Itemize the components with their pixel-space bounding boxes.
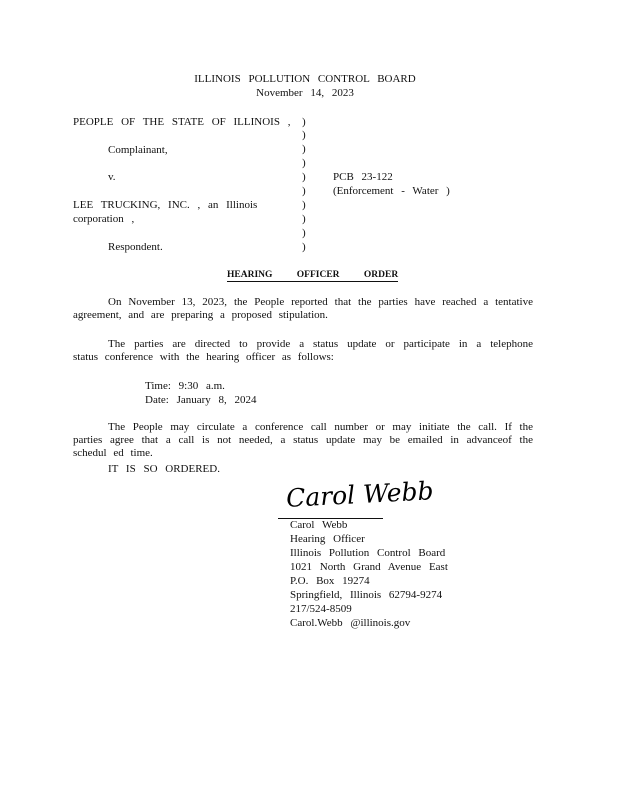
bracket-glyph: ) xyxy=(302,143,306,155)
conference-time: Time: 9:30 a.m. xyxy=(145,380,225,392)
paragraph-call: The People may circulate a conference call number or may initiate the call. If the parties agree that a call is not needed, a status update may be emailed in advanceof the schedul ed time. xyxy=(73,421,533,459)
signer-po-box: P.O. Box 19274 xyxy=(290,575,370,587)
complainant-name: PEOPLE OF THE STATE OF ILLINOIS , xyxy=(73,116,291,128)
signer-city: Springfield, Illinois 62794-9274 xyxy=(290,589,443,601)
order-date: November 14, 2023 xyxy=(256,87,354,99)
versus-label: v. xyxy=(108,171,116,183)
bracket-glyph: ) xyxy=(302,171,306,183)
bracket-glyph: ) xyxy=(302,199,306,211)
closing-line: IT IS SO ORDERED. xyxy=(108,463,220,475)
signer-phone: 217/524-8509 xyxy=(290,603,352,615)
signer-title: Hearing Officer xyxy=(290,533,365,545)
conference-date: Date: January 8, 2024 xyxy=(145,394,257,406)
agency-name: ILLINOIS POLLUTION CONTROL BOARD xyxy=(194,73,416,85)
case-number: PCB 23-122 xyxy=(333,171,393,183)
signature-text: Carol Webb xyxy=(285,476,435,513)
bracket-glyph: ) xyxy=(302,129,306,141)
order-title xyxy=(227,268,399,282)
signer-organization: Illinois Pollution Control Board xyxy=(290,547,446,559)
bracket-glyph: ) xyxy=(302,185,306,197)
complainant-role: Complainant, xyxy=(108,144,168,156)
respondent-name-line2: corporation , xyxy=(73,213,135,225)
respondent-name-line1: LEE TRUCKING, INC. , an Illinois xyxy=(73,199,258,211)
paragraph-directive: The parties are directed to provide a status update or participate in a telephone status conference with the hearing officer as follows: xyxy=(73,338,533,363)
bracket-glyph: ) xyxy=(302,241,306,253)
paragraph-status: On November 13, 2023, the People reported that the parties have reached a tentative agreement, and are preparing a proposed stipulation. xyxy=(73,296,533,321)
bracket-glyph: ) xyxy=(302,227,306,239)
signer-email[interactable]: Carol.Webb @illinois.gov xyxy=(290,617,411,629)
bracket-glyph: ) xyxy=(302,157,306,169)
signer-street: 1021 North Grand Avenue East xyxy=(290,561,448,573)
bracket-glyph: ) xyxy=(302,116,306,128)
bracket-glyph: ) xyxy=(302,213,306,225)
respondent-role: Respondent. xyxy=(108,241,163,253)
case-type: (Enforcement - Water ) xyxy=(333,185,450,197)
order-title-text: HEARING OFFICER ORDER xyxy=(227,270,399,280)
signer-name: Carol Webb xyxy=(290,519,348,531)
handwritten-signature xyxy=(282,474,435,514)
